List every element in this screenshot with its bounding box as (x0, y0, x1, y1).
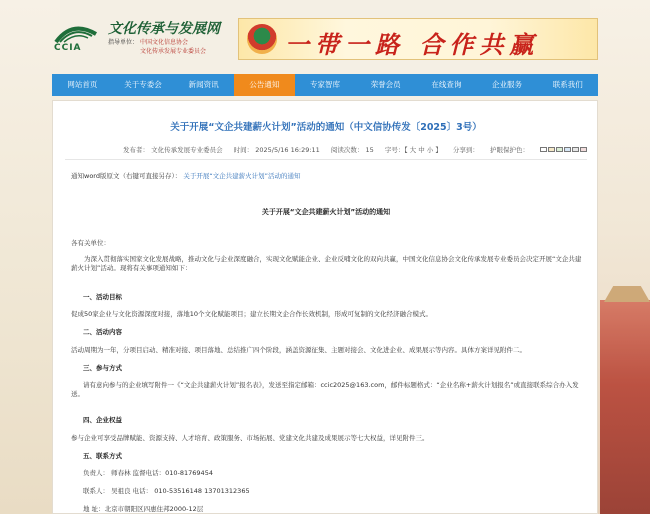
meta-views: 阅读次数： 15 (330, 146, 374, 154)
word-download-link[interactable]: 关于开展“文企共建薪火计划”活动的通知 (183, 172, 301, 180)
main-nav (52, 74, 598, 96)
site-title: 文化传承与发展网 (108, 21, 220, 37)
section-heading: 四、企业权益 (83, 416, 122, 424)
doc-title: 关于开展“文企共建薪火计划”活动的通知 (261, 208, 391, 216)
eye-color-swatch[interactable] (580, 147, 587, 152)
meta-eye-protect: 护眼保护色： (489, 146, 529, 154)
intro-paragraph: 为深入贯彻落实国家文化发展战略，推动文化与企业深度融合，实现文化赋能企业、企业反哺文化的双向共赢，中国文化信息协会文化传承发展专业委员会决定开展“文企共建薪火计划”活动。现将有关事项通知如下： (71, 255, 582, 272)
meta-share[interactable]: 分享到： (452, 146, 479, 154)
nav-item-services[interactable]: 企业服务 (492, 80, 523, 89)
section-text: 促成50家企业与文化资源深度对接，落地10个文化赋能项目；建立长期文企合作长效机制，形成可复制的文化经济融合模式。 (71, 310, 433, 318)
meta-time: 时间： 2025/5/16 16:29:11 (233, 146, 320, 154)
article-meta (123, 145, 597, 154)
article-panel (52, 100, 598, 514)
banner-text: 一带一路 合作共赢 (285, 30, 540, 59)
word-download-line (71, 171, 301, 180)
nav-item-contact[interactable]: 联系我们 (552, 80, 583, 89)
eye-color-swatch[interactable] (564, 147, 571, 152)
eye-color-swatch[interactable] (556, 147, 563, 152)
left-background (0, 0, 60, 514)
meta-font-size[interactable]: 字号：【 大 中 小 】 (384, 146, 442, 154)
logo-text: CCIA (54, 43, 82, 53)
section-heading: 三、参与方式 (83, 364, 122, 372)
right-background (590, 0, 650, 514)
word-prefix: 通知word版原文（右键可直接另存）： (71, 172, 182, 180)
section-text: 请有意向参与的企业填写附件一《“文企共建薪火计划”报名表》，发送至指定邮箱：ccic2025@163.com，邮件标题格式：“企业名称+薪火计划报名”或直接联系综合办入发送。 (71, 381, 579, 398)
contact-line: 负责人： 师春林 监督电话：010-81769454 (83, 469, 213, 477)
section-text: 参与企业可享受品牌赋能、资源支持、人才培育、政策服务、市场拓展、党建文化共建及成果展示等七大权益，详见附件三。 (71, 434, 429, 442)
guide-org: 文化传承发展专业委员会 (140, 48, 207, 55)
nav-item-about[interactable]: 关于专委会 (124, 80, 162, 89)
section-heading: 五、联系方式 (83, 452, 122, 460)
nav-item-experts[interactable]: 专家智库 (310, 80, 341, 89)
site-header (0, 0, 650, 70)
nav-item-news[interactable]: 新闻资讯 (188, 80, 219, 89)
section-heading: 二、活动内容 (83, 328, 122, 336)
meta-publisher: 发布者： 文化传承发展专业委员会 (123, 146, 223, 154)
eye-color-swatch[interactable] (572, 147, 579, 152)
tiananmen-decoration (600, 300, 650, 514)
nav-item-members[interactable]: 荣誉会员 (370, 80, 401, 89)
header-banner (238, 18, 598, 60)
section-text: 活动周期为一年，分项目启动、精准对接、项目落地、总结推广四个阶段，涵盖资源征集、主题对接会、文化进企业、成果展示等内容。具体方案详见附件二。 (71, 346, 526, 354)
nav-item-home[interactable]: 网站首页 (67, 80, 98, 89)
eye-color-swatches (540, 146, 588, 154)
contact-line: 地 址：北京市朝阳区四惠住邦2000-12层 (83, 505, 204, 513)
section-heading: 一、活动目标 (83, 293, 122, 301)
contact-line: 联系人： 吴祖良 电话： 010-53516148 13701312365 (83, 487, 250, 495)
guide-label: 指导单位： (108, 39, 139, 46)
divider (65, 159, 587, 160)
emblem-icon (247, 24, 277, 54)
eye-color-swatch[interactable] (548, 147, 555, 152)
eye-color-swatch[interactable] (540, 147, 547, 152)
guide-units (108, 38, 207, 55)
guide-orgs (140, 38, 250, 56)
nav-item-search[interactable]: 在线查询 (431, 80, 462, 89)
article-title: 关于开展“文企共建薪火计划”活动的通知（中文信协传发〔2025〕3号） (170, 122, 482, 133)
guide-org: 中国文化信息协会 (140, 39, 189, 46)
nav-item-notices[interactable]: 公告通知 (234, 74, 295, 96)
salutation: 各有关单位： (71, 239, 110, 247)
